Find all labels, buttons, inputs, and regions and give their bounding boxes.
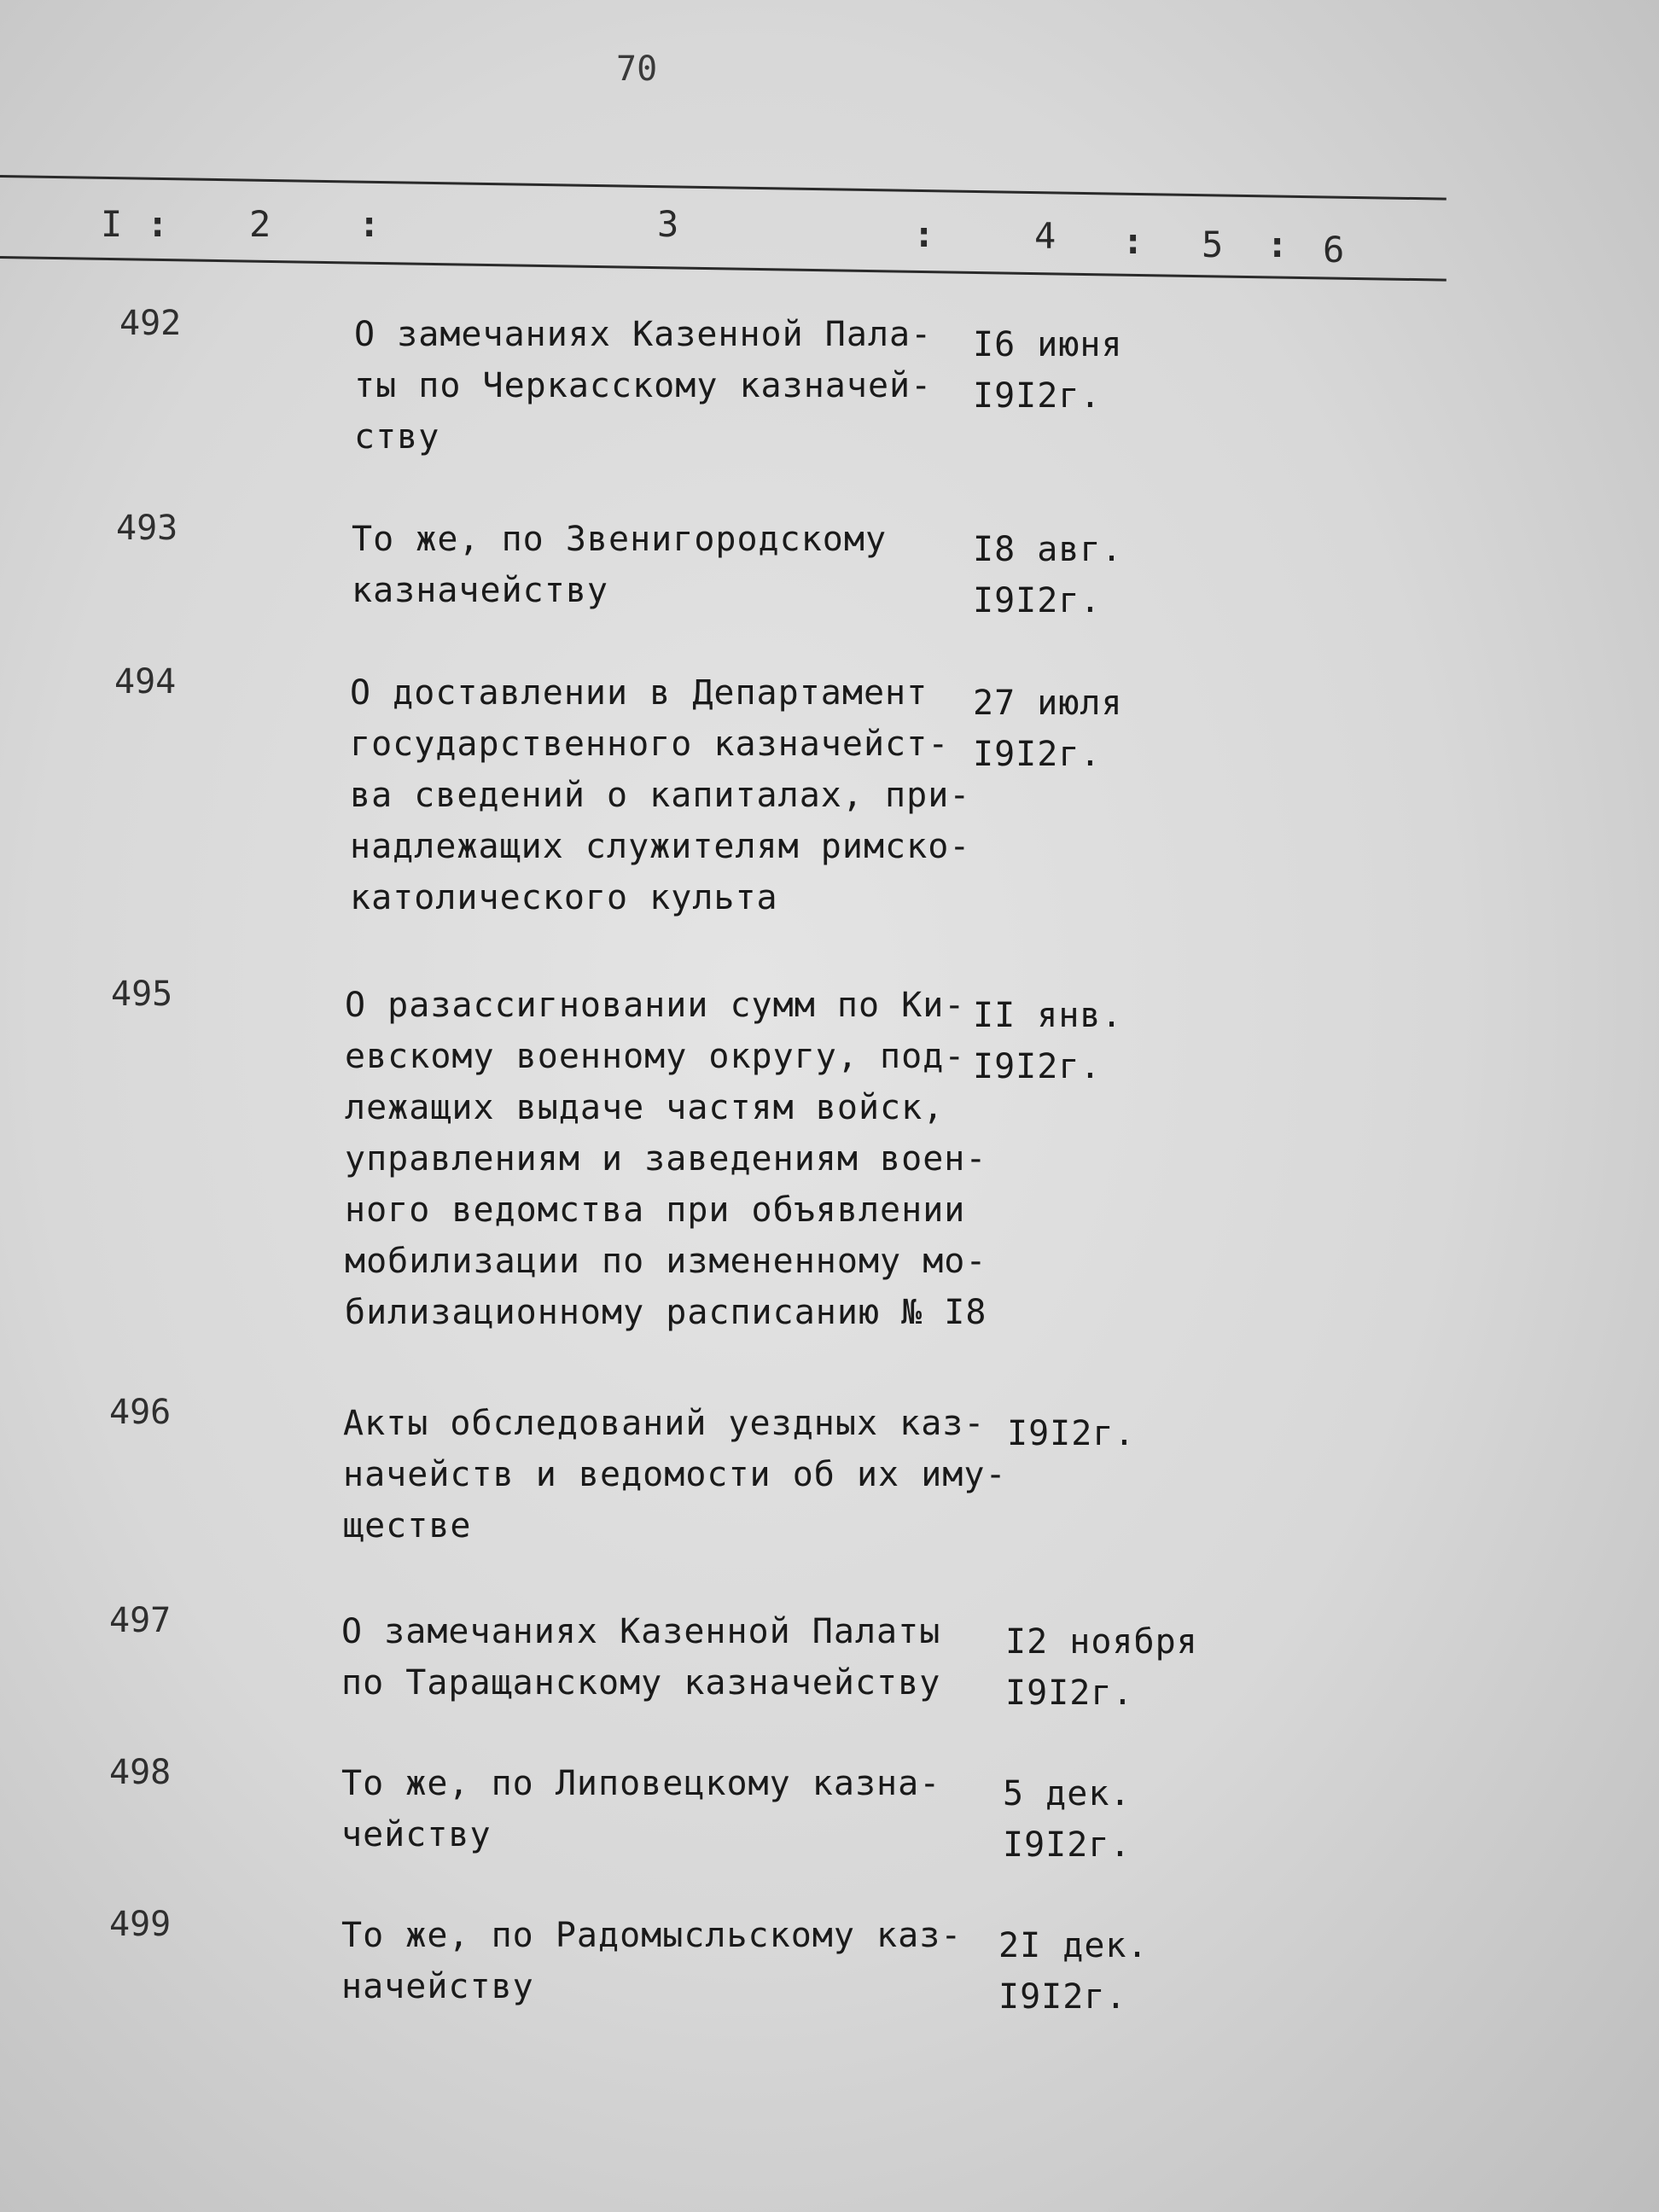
entry-date: I6 июня I9I2г. bbox=[973, 325, 1123, 416]
column-separator: : bbox=[358, 203, 381, 245]
entry-number: 492 bbox=[119, 304, 182, 343]
entry-date: 27 июля I9I2г. bbox=[973, 684, 1123, 774]
column-header-1: I bbox=[101, 203, 123, 245]
entry-title: О замечаниях Казенной Пала- ты по Черкасскому казначей- ству bbox=[354, 315, 933, 457]
entry-number: 494 bbox=[114, 662, 177, 701]
entry-title: Акты обследований уездных каз- начейств и ведомости об их иму- ществе bbox=[343, 1404, 1007, 1545]
entry-date: I2 ноября I9I2г. bbox=[1005, 1622, 1198, 1713]
entry-title: То же, по Радомысльскому каз- начейству bbox=[341, 1916, 963, 2006]
entry-number: 499 bbox=[109, 1905, 172, 1944]
entry-date: I9I2г. bbox=[1007, 1414, 1136, 1453]
entry-date: I8 авг. I9I2г. bbox=[973, 530, 1123, 620]
header-rule-bottom bbox=[0, 256, 1447, 282]
entry-number: 498 bbox=[109, 1753, 172, 1792]
column-separator: : bbox=[147, 203, 169, 245]
entry-number: 497 bbox=[109, 1601, 172, 1640]
column-separator: : bbox=[1266, 224, 1289, 265]
entry-title: То же, по Звенигородскому казначейству bbox=[352, 520, 888, 610]
column-separator: : bbox=[1122, 220, 1144, 262]
entry-number: 495 bbox=[111, 975, 173, 1014]
entry-title: О доставлении в Департамент государственного казначейст- ва сведений о капиталах, при- надлежащих служителям римско- католического культа bbox=[350, 673, 971, 917]
entry-date: II янв. I9I2г. bbox=[973, 996, 1123, 1086]
column-separator: : bbox=[913, 213, 935, 255]
column-header-3: 3 bbox=[657, 203, 679, 245]
column-header-5: 5 bbox=[1202, 224, 1224, 265]
column-header-2: 2 bbox=[249, 203, 271, 245]
entry-number: 493 bbox=[116, 509, 178, 548]
page-number: 70 bbox=[616, 49, 658, 89]
entry-title: О разассигновании сумм по Ки- евскому военному округу, под- лежащих выдаче частям войск, управлениям и заведениям воен- ного ведомства при объявлении мобилизации по измененному мо- билизационному расписанию № I8 bbox=[345, 986, 987, 1332]
entry-date: 5 дек. I9I2г. bbox=[1003, 1774, 1132, 1865]
entry-number: 496 bbox=[109, 1393, 172, 1432]
entry-title: То же, по Липовецкому казна- чейству bbox=[341, 1764, 941, 1854]
entry-date: 2I дек. I9I2г. bbox=[998, 1926, 1149, 2017]
entry-title: О замечаниях Казенной Палаты по Таращанскому казначейству bbox=[341, 1612, 941, 1703]
column-header-4: 4 bbox=[1034, 215, 1057, 257]
column-header-6: 6 bbox=[1323, 229, 1345, 271]
header-rule-top bbox=[0, 175, 1447, 201]
